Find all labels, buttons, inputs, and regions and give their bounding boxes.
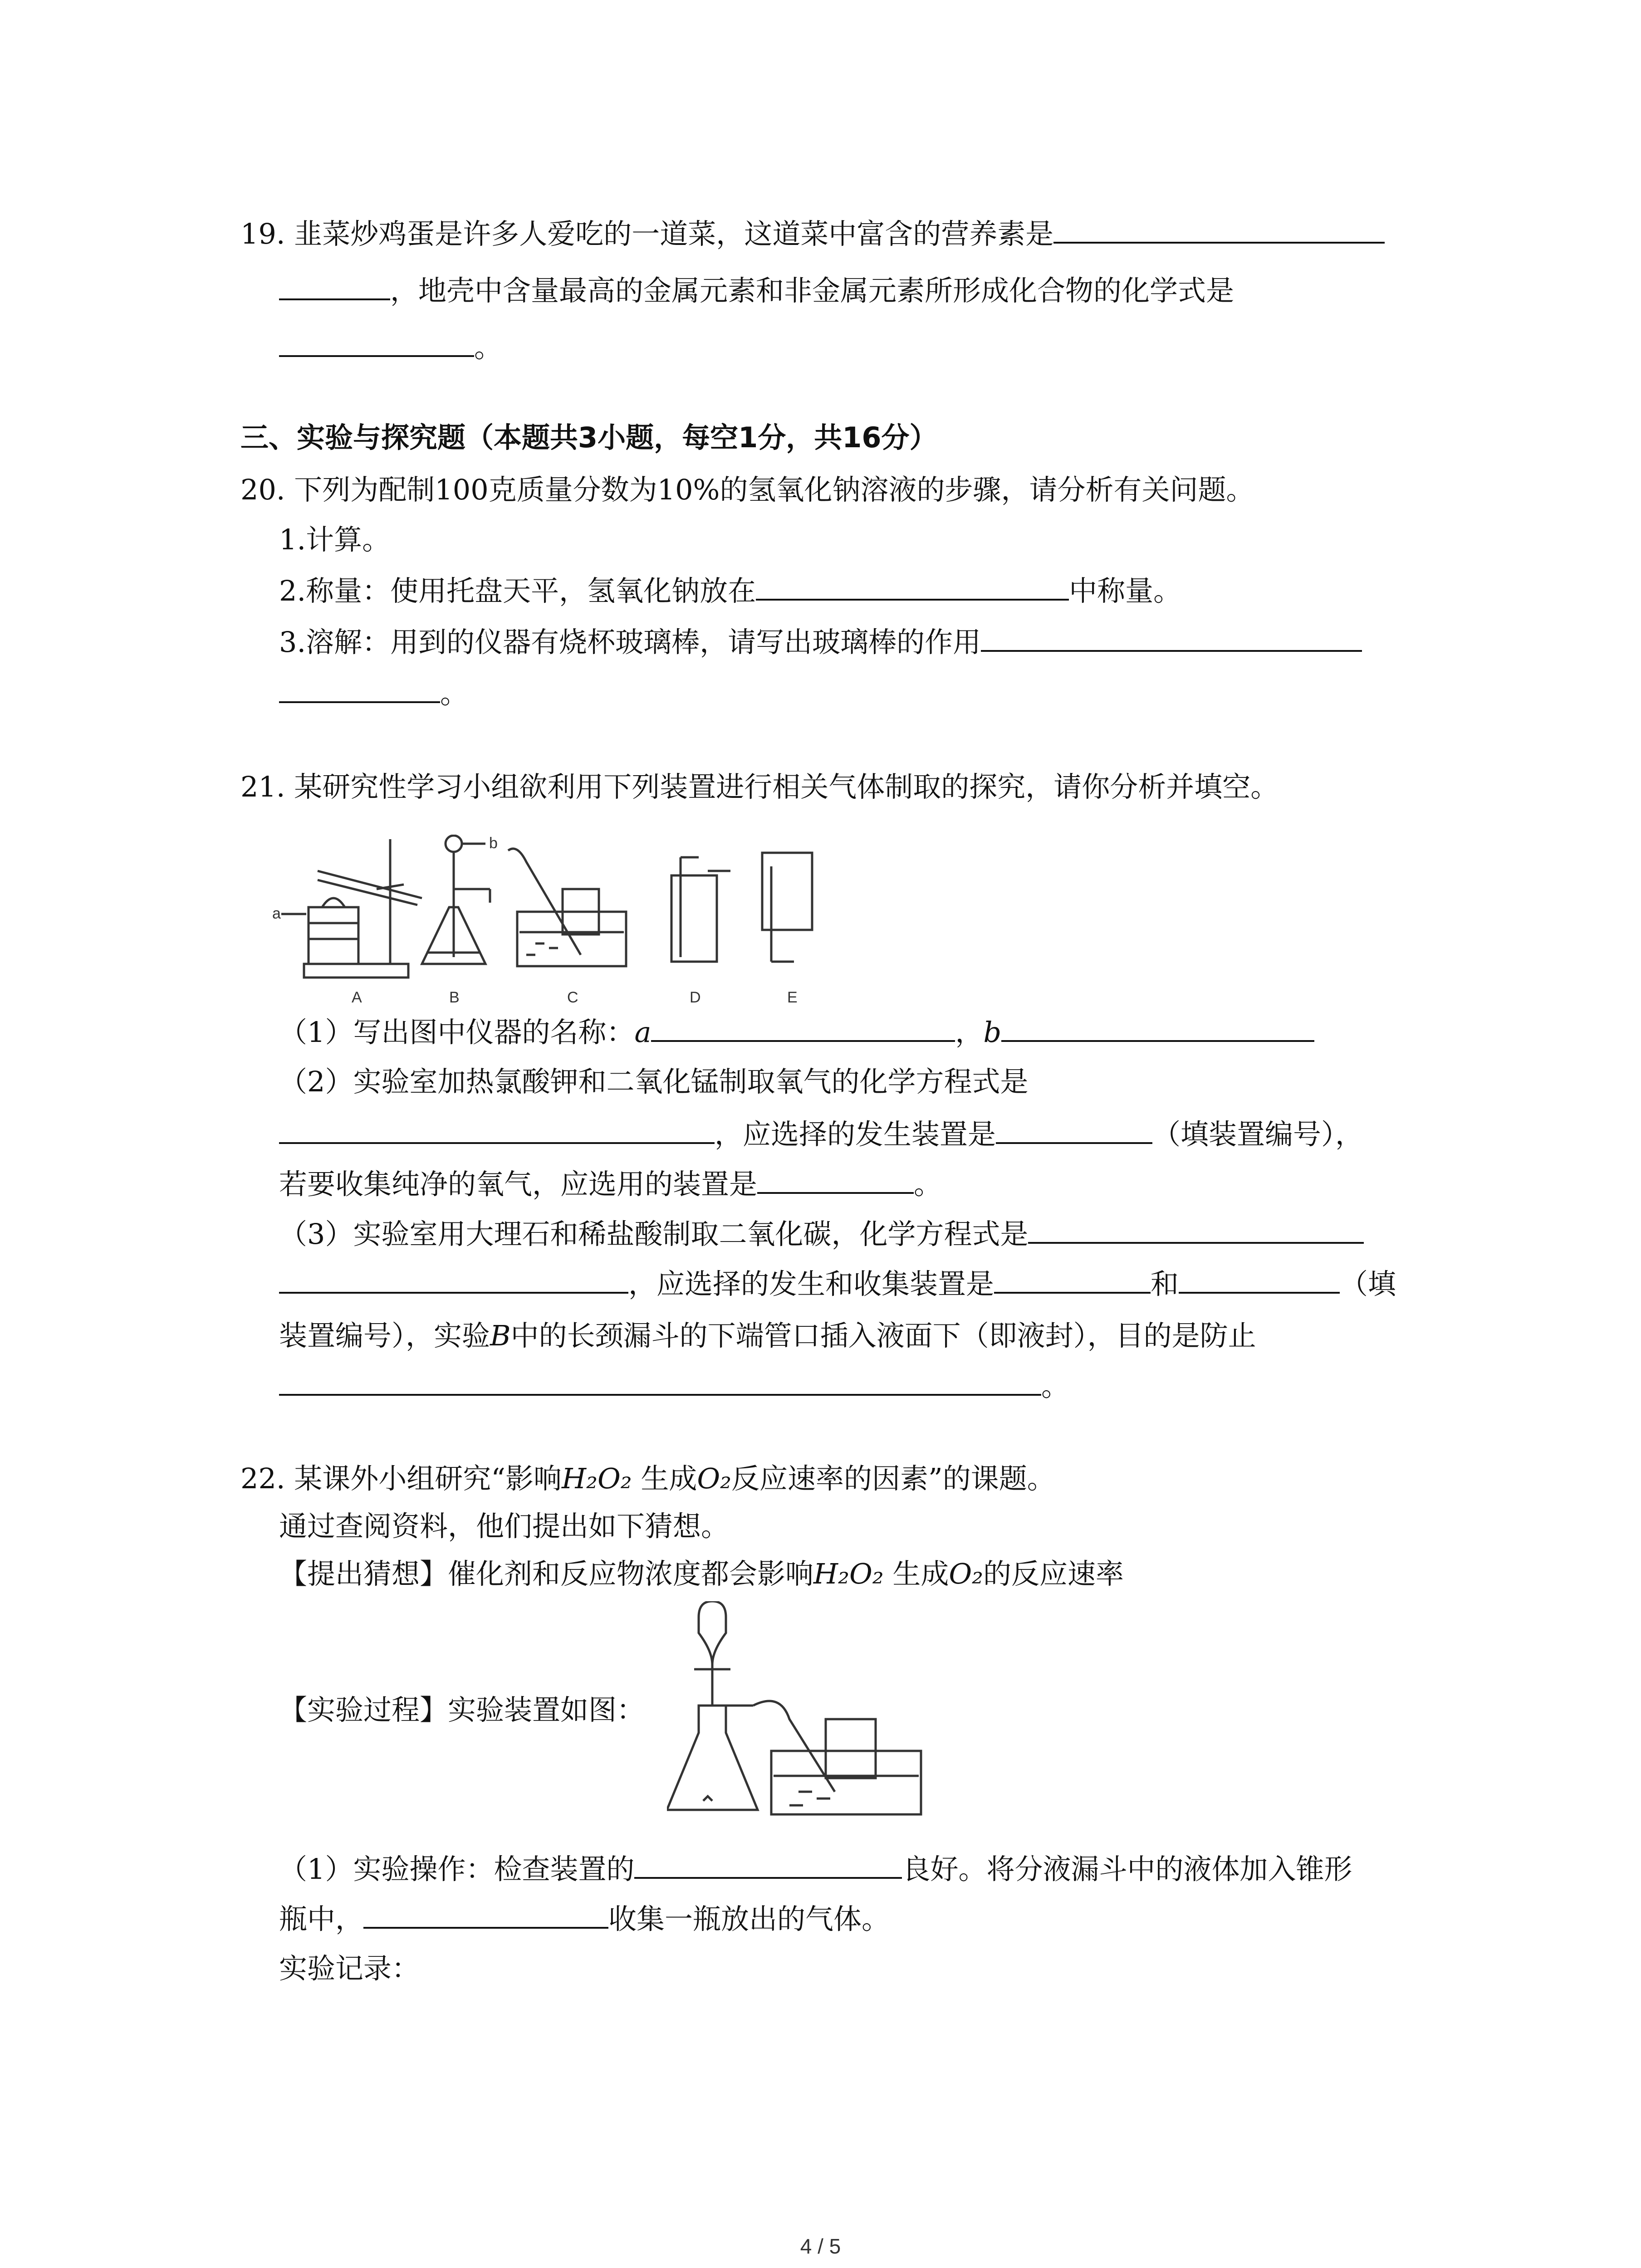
q22-text-3b: 生成 <box>883 1557 949 1590</box>
q21-p3-text-e2: 中的长颈漏斗的下端管口插入液面下（即液封），目的是防止 <box>510 1319 1256 1352</box>
page-number: 4 / 5 <box>800 2234 841 2258</box>
fig-label-C: C <box>567 989 578 1006</box>
q22-blank-1[interactable] <box>634 1851 902 1879</box>
q21-p3-text-f: 。 <box>1041 1369 1070 1403</box>
q19-line-2 <box>279 272 1234 309</box>
q22-line-2: 通过查阅资料，他们提出如下猜想。 <box>279 1510 730 1543</box>
q22-p1-text-c: 瓶中， <box>279 1902 364 1936</box>
heater-block <box>309 907 358 964</box>
q21-blank-eq2[interactable] <box>1028 1216 1364 1244</box>
q19-line-1 <box>240 215 1385 252</box>
q21-blank-eq2-cont[interactable] <box>279 1266 628 1294</box>
q21-apparatus-figure <box>272 835 848 1016</box>
q20-line-1: 20. 下列为配制100克质量分数为10%的氢氧化钠溶液的步骤，请分析有关问题。 <box>240 473 1254 506</box>
separatory-funnel <box>699 1601 726 1665</box>
q21-p3-text-b: ，应选择的发生和收集装置是 <box>628 1267 994 1300</box>
q21-blank-col2[interactable] <box>1179 1266 1340 1294</box>
q20-text-5: 。 <box>440 677 469 710</box>
q20-line-4 <box>279 624 1362 660</box>
q20-line-2: 1.计算。 <box>279 523 391 556</box>
q21-blank-gen1[interactable] <box>996 1116 1152 1144</box>
q20-text-4: 3.溶解：用到的仪器有烧杯玻璃棒，请写出玻璃棒的作用 <box>279 626 981 659</box>
q21-p3-text: （3）实验室用大理石和稀盐酸制取二氧化碳，化学方程式是 <box>279 1217 1029 1251</box>
q21-p2-text-b: ，应选择的发生装置是 <box>715 1118 996 1151</box>
gas-bottle-e <box>762 853 812 930</box>
q21-part2-line2 <box>279 1116 1363 1153</box>
q22-part1-line2 <box>279 1901 890 1937</box>
q22-text-1a: 22. 某课外小组研究“影响 <box>240 1462 562 1495</box>
q21-p3-var-B: B <box>490 1319 511 1352</box>
q22-text-3c: 的反应速率 <box>983 1557 1124 1590</box>
q21-blank-a[interactable] <box>651 1014 955 1042</box>
q21-p3-text-d: （填 <box>1340 1267 1396 1300</box>
q20-blank-1[interactable] <box>756 572 1069 601</box>
q21-part3-line4 <box>279 1368 1069 1404</box>
q21-p2-text-c: （填装置编号）， <box>1152 1118 1364 1151</box>
q22-formula-h2o2-2: H₂O₂ <box>813 1557 884 1590</box>
fig-label-B: B <box>449 989 460 1006</box>
q22-part1-line1 <box>279 1851 1352 1887</box>
fig-label-a-pointer: a <box>272 905 281 922</box>
q21-p1-text-a: （1）写出图中仪器的名称： <box>279 1016 635 1049</box>
q22-p1-text-b: 良好。将分液漏斗中的液体加入锥形 <box>902 1853 1352 1886</box>
q22-text-3a: 【提出猜想】催化剂和反应物浓度都会影响 <box>279 1557 814 1590</box>
fig-label-b-pointer: b <box>489 835 498 852</box>
q21-p1-var-b: b <box>983 1016 1002 1049</box>
fig-label-D: D <box>690 989 701 1006</box>
q22-part1-line3: 实验记录： <box>279 1952 420 1985</box>
delivery-tube <box>753 1701 835 1792</box>
q19-text-3: 。 <box>474 331 503 364</box>
q19-line-3 <box>279 329 502 366</box>
q20-line-5 <box>279 675 468 712</box>
q22-formula-h2o2: H₂O₂ <box>562 1462 632 1495</box>
q21-blank-prevent[interactable] <box>279 1368 1041 1396</box>
q19-blank-3[interactable] <box>279 329 474 357</box>
q21-blank-gen2[interactable] <box>994 1266 1151 1294</box>
delivery-tube <box>508 849 581 955</box>
q20-blank-3[interactable] <box>279 675 440 703</box>
q21-blank-eq1[interactable] <box>279 1116 715 1144</box>
q21-line-1: 21. 某研究性学习小组欲利用下列装置进行相关气体制取的探究，请你分析并填空。 <box>240 770 1279 803</box>
q22-p1-text-a: （1）实验操作：检查装置的 <box>279 1853 635 1886</box>
q19-text-1: 19. 韭菜炒鸡蛋是许多人爱吃的一道菜，这道菜中富含的营养素是 <box>240 217 1054 250</box>
q21-part1 <box>279 1014 1314 1051</box>
q22-line-4: 【实验过程】实验装置如图： <box>279 1693 645 1726</box>
q21-blank-b[interactable] <box>1001 1014 1314 1042</box>
q21-part3-line1 <box>279 1216 1364 1252</box>
q21-part3-line3 <box>279 1318 1256 1354</box>
q21-p2-text-d: 若要收集纯净的氧气，应选用的装置是 <box>279 1168 758 1201</box>
q22-text-1b: 生成 <box>632 1462 697 1495</box>
q22-line-1 <box>240 1461 1055 1497</box>
section3-title: 三、实验与探究题（本题共3小题，每空1分，共16分） <box>240 421 938 454</box>
q19-blank-1[interactable] <box>1053 215 1385 244</box>
q22-blank-2[interactable] <box>363 1901 608 1929</box>
q22-formula-o2: O₂ <box>697 1462 732 1495</box>
q21-blank-col1[interactable] <box>757 1166 914 1194</box>
q21-part2-line1: （2）实验室加热氯酸钾和二氧化锰制取氧气的化学方程式是 <box>279 1065 1029 1098</box>
q20-blank-2[interactable] <box>981 624 1362 652</box>
conical-flask <box>667 1706 758 1810</box>
q22-text-1c: 反应速率的因素”的课题。 <box>731 1462 1055 1495</box>
flame <box>322 898 345 907</box>
q21-part3-line2 <box>279 1266 1396 1302</box>
q20-text-3a: 2.称量：使用托盘天平，氢氧化钠放在 <box>279 574 756 607</box>
q22-formula-o2-2: O₂ <box>949 1557 984 1590</box>
fig-label-E: E <box>787 989 798 1006</box>
gas-bottle-d <box>671 875 717 962</box>
q21-p2-text-e: 。 <box>914 1168 942 1201</box>
q22-apparatus-figure <box>667 1601 948 1819</box>
collection-bottle <box>826 1719 876 1778</box>
q21-p1-var-a: a <box>634 1016 652 1049</box>
q22-p1-text-d: 收集一瓶放出的气体。 <box>608 1902 890 1936</box>
q21-part2-line3 <box>279 1166 942 1202</box>
q19-blank-2[interactable] <box>279 272 390 300</box>
q21-p3-text-e1: 装置编号），实验 <box>279 1319 490 1352</box>
q22-line-3 <box>279 1556 1124 1592</box>
q21-p3-text-c: 和 <box>1151 1267 1179 1300</box>
stand-base <box>304 964 408 978</box>
q21-p1-text-b: ， <box>955 1016 984 1049</box>
q20-line-3 <box>279 572 1181 609</box>
q20-text-3b: 中称量。 <box>1069 574 1182 607</box>
q19-text-2: ，地壳中含量最高的金属元素和非金属元素所形成化合物的化学式是 <box>390 274 1234 307</box>
fig-label-A: A <box>352 989 362 1006</box>
